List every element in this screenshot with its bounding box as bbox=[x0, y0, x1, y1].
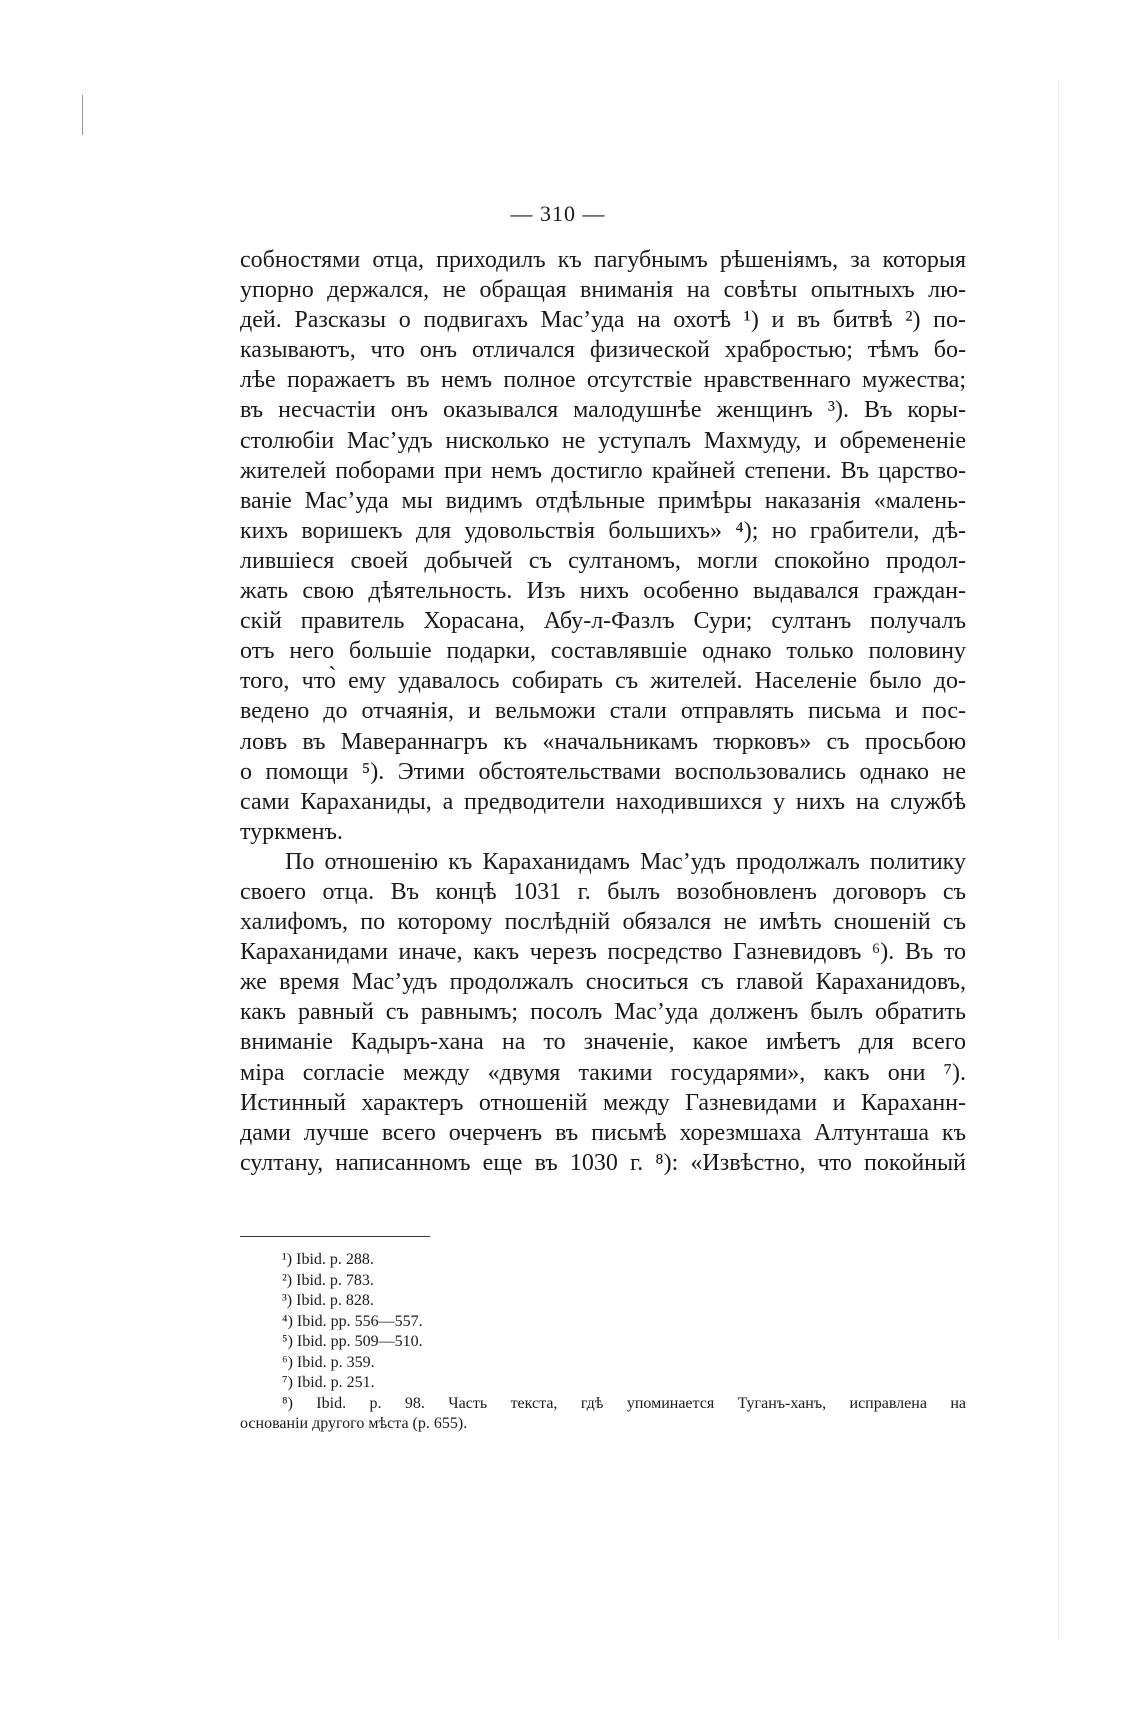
text-line: же время Мас’удъ продолжалъ сноситься съ главой Караханидовъ, bbox=[240, 969, 966, 996]
text-line: казываютъ, что онъ отличался физической храбростью; тѣмъ бо- bbox=[240, 337, 966, 364]
text-line: Караханидами иначе, какъ черезъ посредство Газневидовъ ⁶). Въ то bbox=[240, 939, 966, 966]
text-line: По отношенію къ Караханидамъ Мас’удъ продолжалъ политику bbox=[285, 848, 966, 875]
page-number: — 310 — bbox=[510, 201, 606, 226]
text-line: кихъ воришекъ для удовольствія большихъ» ⁴); но грабители, дѣ- bbox=[240, 517, 966, 544]
text-line: того, что̀ ему удавалось собирать съ жителей. Населеніе было до- bbox=[240, 668, 966, 695]
text-line: своего отца. Въ концѣ 1031 г. былъ возобновленъ договоръ съ bbox=[240, 878, 966, 905]
text-line: въ несчастіи онъ оказывался малодушнѣе женщинъ ³). Въ коры- bbox=[240, 397, 966, 424]
scan-mark-left bbox=[82, 95, 83, 135]
text-line: дами лучше всего очерченъ въ письмѣ хорезмшаха Алтунташа къ bbox=[240, 1119, 966, 1146]
text-line: о помощи ⁵). Этими обстоятельствами воспользовались однако не bbox=[240, 758, 966, 785]
text-line: ведено до отчаянія, и вельможи стали отправлять письма и пос- bbox=[240, 698, 966, 725]
text-line: скій правитель Хорасана, Абу-л-Фазлъ Сури; султанъ получалъ bbox=[240, 608, 966, 635]
footnote: ³) Ibid. p. 828. bbox=[282, 1292, 374, 1309]
footnote: ⁶) Ibid. p. 359. bbox=[282, 1353, 375, 1371]
scan-edge-right bbox=[1058, 80, 1059, 1640]
text-line: какъ равный съ равнымъ; посолъ Мас’уда долженъ былъ обратить bbox=[240, 999, 966, 1026]
text-line: ваніе Мас’уда мы видимъ отдѣльные примѣры наказанія «малень- bbox=[240, 487, 966, 514]
text-line: туркменъ. bbox=[240, 818, 343, 845]
text-line: отъ него большіе подарки, составлявшіе однако только половину bbox=[240, 638, 966, 665]
text-line: жать свою дѣятельность. Изъ нихъ особенно выдавался граждан- bbox=[240, 578, 966, 605]
text-line: ловъ въ Мавераннагръ къ «начальникамъ тюрковъ» съ просьбою bbox=[240, 728, 966, 755]
footnote: ¹) Ibid. p. 288. bbox=[282, 1251, 374, 1268]
footnotes bbox=[240, 1250, 966, 1435]
text-line: халифомъ, по которому послѣдній обязался не имѣть сношеній съ bbox=[240, 909, 966, 936]
footnote-continuation: основаніи другого мѣста (р. 655). bbox=[240, 1415, 468, 1432]
text-line: упорно держался, не обращая вниманія на совѣты опытныхъ лю- bbox=[240, 277, 966, 304]
text-line: лѣе поражаетъ въ немъ полное отсутствіе нравственнаго мужества; bbox=[240, 367, 966, 394]
footnote: ²) Ibid. p. 783. bbox=[282, 1271, 374, 1289]
text-line: дей. Разсказы о подвигахъ Мас’уда на охотѣ ¹) и въ битвѣ ²) по- bbox=[240, 307, 966, 334]
text-line: жителей поборами при немъ достигло крайней степени. Въ царство- bbox=[240, 457, 966, 484]
body-text bbox=[240, 245, 966, 1178]
text-line: міра согласіе между «двумя такими государями», какъ они ⁷). bbox=[240, 1059, 966, 1086]
text-line: Истинный характеръ отношеній между Газневидами и Караханн- bbox=[240, 1089, 966, 1116]
text-line: столюбіи Мас’удъ нисколько не уступалъ Махмуду, и обремененіе bbox=[240, 427, 966, 454]
footnote: ⁵) Ibid. pp. 509—510. bbox=[282, 1333, 423, 1350]
text-line: сами Караханиды, а предводители находившихся у нихъ на службѣ bbox=[240, 788, 966, 815]
footnote: ⁷) Ibid. p. 251. bbox=[282, 1374, 375, 1391]
text-line: собностями отца, приходилъ къ пагубнымъ рѣшеніямъ, за которыя bbox=[240, 247, 966, 273]
text-line: лившіеся своей добычей съ султаномъ, могли спокойно продол- bbox=[240, 547, 966, 574]
footnote-divider bbox=[240, 1236, 430, 1237]
footnote: ⁸) Ibid. p. 98. Часть текста, гдѣ упоминается Туганъ-ханъ, исправлена на bbox=[282, 1394, 966, 1412]
footnote: ⁴) Ibid. pp. 556—557. bbox=[282, 1312, 423, 1330]
text-line: вниманіе Кадыръ-хана на то значеніе, какое имѣетъ для всего bbox=[240, 1029, 966, 1056]
text-line: султану, написанномъ еще въ 1030 г. ⁸): «Извѣстно, что покойный bbox=[240, 1149, 966, 1176]
